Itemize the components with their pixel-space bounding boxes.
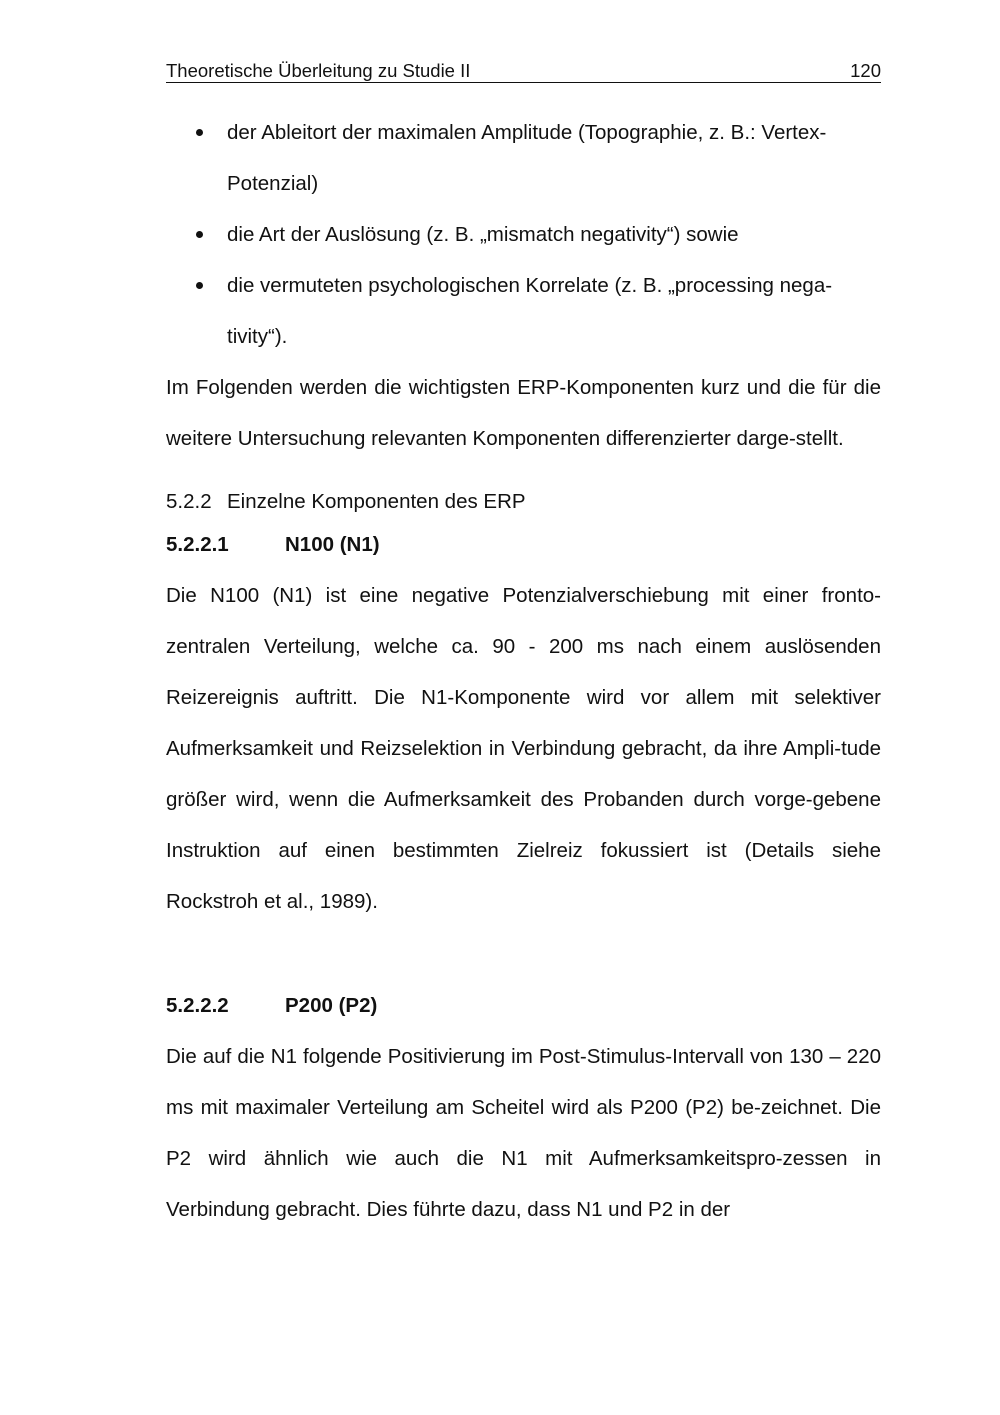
section-title: Einzelne Komponenten des ERP (227, 490, 526, 513)
section-number: 5.2.2.2 (166, 994, 229, 1017)
bullet-item (166, 209, 881, 260)
bullet-item (166, 107, 881, 209)
n100-paragraph: Die N100 (N1) ist eine negative Potenzialverschiebung mit einer fronto-zentralen Verteilung, welche ca. 90 - 200 ms nach einem auslösenden Reizereignis auftritt. Die N1-Komponente wird vor allem mit selektiver Aufmerksamkeit und Reizselektion in Verbindung gebracht, da ihre Ampli-tude größer wird, wenn die Aufmerksamkeit des Probanden durch vorge-gebene Instruktion auf einen bestimmten Zielreiz fokussiert ist (Details siehe Rockstroh et al., 1989). (166, 584, 881, 913)
bullet-text: die vermuteten psychologischen Korrelate (z. B. „processing nega-tivity“). (227, 274, 833, 348)
section-number: 5.2.2.1 (166, 533, 229, 556)
section-heading-5-2-2-2 (166, 985, 881, 1026)
intro-paragraph: Im Folgenden werden die wichtigsten ERP-Komponenten kurz und die für die weitere Untersuchung relevanten Komponenten differenzierter darge-stellt. (166, 376, 881, 450)
p200-paragraph: Die auf die N1 folgende Positivierung im Post-Stimulus-Intervall von 130 – 220 ms mit maximaler Verteilung am Scheitel wird als P200 (P2) be-zeichnet. Die P2 wird ähnlich wie auch die N1 mit Aufmerksamkeitspro-zessen in Verbindung gebracht. Dies führte dazu, dass N1 und P2 in der (166, 1045, 881, 1221)
bullet-icon (196, 129, 203, 136)
bullet-text: der Ableitort der maximalen Amplitude (Topographie, z. B.: Vertex-Potenzial) (227, 121, 827, 195)
bullet-icon (196, 282, 203, 289)
section-title: P200 (P2) (285, 994, 378, 1017)
section-heading-5-2-2 (166, 484, 881, 519)
page-content (166, 107, 881, 1235)
bullet-item (166, 260, 881, 362)
bullet-list (166, 107, 881, 362)
page-number: 120 (850, 60, 881, 81)
running-header (166, 60, 881, 83)
section-title: N100 (N1) (285, 533, 380, 556)
section-heading-5-2-2-1 (166, 524, 881, 565)
section-number: 5.2.2 (166, 490, 212, 513)
bullet-icon (196, 231, 203, 238)
header-title: Theoretische Überleitung zu Studie II (166, 60, 471, 81)
bullet-text: die Art der Auslösung (z. B. „mismatch negativity“) sowie (227, 223, 739, 246)
